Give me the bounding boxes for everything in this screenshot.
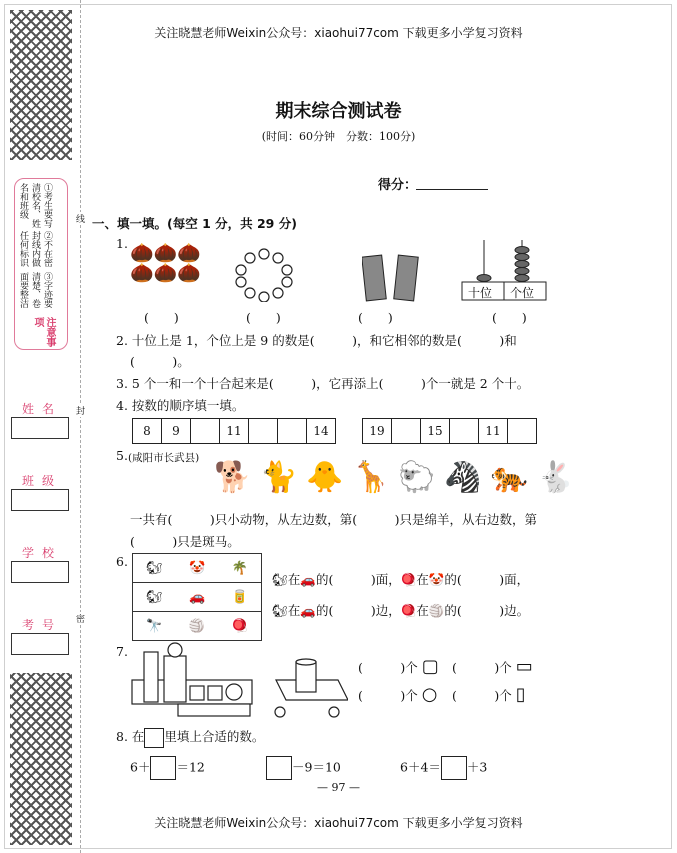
q7-answer-sphere: ( )个 ○ [358, 684, 438, 705]
ball-icon: 🏐 [428, 603, 445, 618]
notice-item: ②不在密封线内做任何标识 [18, 230, 52, 267]
field-label-name: 姓名 [22, 402, 63, 416]
q4-text: 4. 按数的顺序填一填。 [116, 398, 245, 413]
clown-icon: 🤡 [428, 572, 445, 587]
rabbit-icon: 🐇 [536, 460, 574, 495]
exam-id-field[interactable] [11, 633, 69, 655]
seq-cell-blank[interactable] [450, 419, 479, 443]
radish-image: 🌰🌰🌰 🌰🌰🌰 [130, 242, 201, 284]
q6-line1: 🐿在🚗的( )面，🪀在🤡的( )面， [272, 572, 530, 587]
cylinder-icon: ▯ [515, 684, 526, 705]
seq-cell: 14 [313, 424, 329, 438]
notice-title: 注意事项 [32, 317, 55, 347]
q5-line1: 一共有( )只小动物，从左边数，第( )只是绵羊，从右边数，第 [130, 512, 538, 527]
seal-mark: 封 [76, 404, 85, 417]
squirrel-icon: 🐿 [272, 572, 288, 587]
palm-icon: 🌴 [231, 560, 248, 576]
field-label-class: 班级 [22, 474, 63, 488]
stick-bundle-image [362, 252, 422, 302]
q8-eq1: 6＋ ＝12 [130, 756, 205, 780]
q1-answer-1[interactable]: ( ) [144, 310, 179, 325]
page-number: — 97 — [317, 781, 360, 794]
seq-cell: 15 [421, 419, 450, 443]
q2-line2: ( )。 [130, 354, 190, 369]
chick-icon: 🐥 [306, 460, 344, 495]
ball-icon: 🏐 [188, 618, 206, 634]
seq-cell-blank[interactable] [278, 419, 307, 443]
dog-icon: 🐕 [214, 460, 252, 495]
seq-cell-blank[interactable] [249, 419, 278, 443]
notice-item: ③字迹要清楚、卷面要整洁 [18, 271, 52, 308]
cube-icon: ▢ [421, 656, 439, 677]
can-icon: 🥫 [231, 589, 248, 605]
car-icon: 🚗 [189, 589, 206, 605]
seq-cell: 19 [363, 419, 392, 443]
seq-cell-blank[interactable] [191, 419, 220, 443]
notice-item: ①考生要写清校名、姓名和班级 [18, 183, 52, 228]
notice-box [14, 178, 68, 350]
cuboid-icon: ▭ [515, 656, 533, 677]
animal-row [214, 460, 574, 495]
q7-answer-cuboid: ( )个 ▭ [452, 656, 533, 677]
q4-sequence-2 [362, 418, 537, 444]
score-label: 得分： [378, 178, 418, 193]
seq-cell: 11 [220, 419, 249, 443]
class-field[interactable] [11, 489, 69, 511]
seq-cell-blank[interactable] [508, 419, 536, 443]
squirrel-icon: 🐿 [272, 603, 288, 618]
block-structures-image [128, 640, 348, 720]
car-icon: 🚗 [300, 603, 316, 618]
q7-number: 7. [116, 644, 128, 659]
shelf-image [132, 553, 262, 641]
bead-ring-image [234, 248, 294, 302]
answer-box-icon [144, 728, 164, 748]
q1-answer-3[interactable]: ( ) [358, 310, 393, 325]
giraffe-icon: 🦒 [352, 460, 390, 495]
cat-icon: 🐈 [260, 460, 298, 495]
q1-answer-2[interactable]: ( ) [246, 310, 281, 325]
seal-mark: 密 [76, 612, 85, 625]
q5-source: (咸阳市长武县) [128, 452, 200, 464]
place-label-tens: 十位 [468, 286, 493, 300]
field-label-school: 学校 [22, 546, 63, 560]
score-blank[interactable] [416, 189, 488, 190]
squirrel-icon: 🐿 [146, 589, 163, 605]
name-field[interactable] [11, 417, 69, 439]
q4-sequence-1 [132, 418, 336, 444]
squirrel-icon: 🐿 [146, 560, 163, 576]
answer-box[interactable] [441, 756, 467, 780]
q7-answer-cube: ( )个 ▢ [358, 656, 439, 677]
top-icon: 🪀 [231, 618, 248, 634]
top-banner: 关注晓慧老师Weixin公众号：xiaohui77com 下载更多小学复习资料 [154, 26, 523, 40]
answer-box[interactable] [266, 756, 292, 780]
field-label-id: 考号 [22, 618, 63, 632]
q6-number: 6. [116, 554, 128, 569]
clown-icon: 🤡 [189, 560, 206, 576]
tiger-icon: 🐅 [490, 460, 528, 495]
q3-text: 3. 5 个一和一个十合起来是( )，它再添上( )个一就是 2 个十。 [116, 376, 530, 391]
q1-answer-4[interactable]: ( ) [492, 310, 527, 325]
seq-cell-blank[interactable] [392, 419, 421, 443]
q2-line1: 2. 十位上是 1，个位上是 9 的数是( )，和它相邻的数是( )和 [116, 333, 517, 348]
telescope-icon: 🔭 [146, 618, 163, 634]
seq-cell: 8 [133, 419, 162, 443]
section-header: 一、填一填。(每空 1 分，共 29 分) [92, 216, 297, 231]
exam-title: 期末综合测试卷 [275, 101, 402, 122]
q7-answer-cylinder: ( )个 ▯ [452, 684, 526, 705]
bottom-banner: 关注晓慧老师Weixin公众号：xiaohui77com 下载更多小学复习资料 [154, 816, 523, 830]
answer-box[interactable] [150, 756, 176, 780]
sphere-icon: ○ [421, 684, 438, 705]
q1-number: 1. [116, 236, 128, 251]
top-icon: 🪀 [400, 572, 417, 587]
seq-cell: 11 [479, 419, 508, 443]
school-field[interactable] [11, 561, 69, 583]
sheep-icon: 🐑 [398, 460, 436, 495]
q8-eq3: 6＋4＝ ＋3 [400, 756, 487, 780]
car-icon: 🚗 [300, 572, 316, 587]
q8-text: 8. 在 里填上合适的数。 [116, 727, 264, 748]
exam-subtitle: (时间：60分钟 分数：100分) [261, 130, 416, 143]
q5-line2: ( )只是斑马。 [130, 534, 240, 549]
q6-line2: 🐿在🚗的( )边，🪀在🏐的( )边。 [272, 603, 530, 618]
q8-eq2: －9＝10 [266, 756, 341, 780]
top-icon: 🪀 [400, 603, 417, 618]
seal-mark: 线 [76, 212, 85, 225]
zebra-icon: 🦓 [444, 460, 482, 495]
place-label-ones: 个位 [510, 286, 535, 300]
seq-cell: 9 [162, 419, 191, 443]
q5-number: 5. [116, 448, 128, 463]
